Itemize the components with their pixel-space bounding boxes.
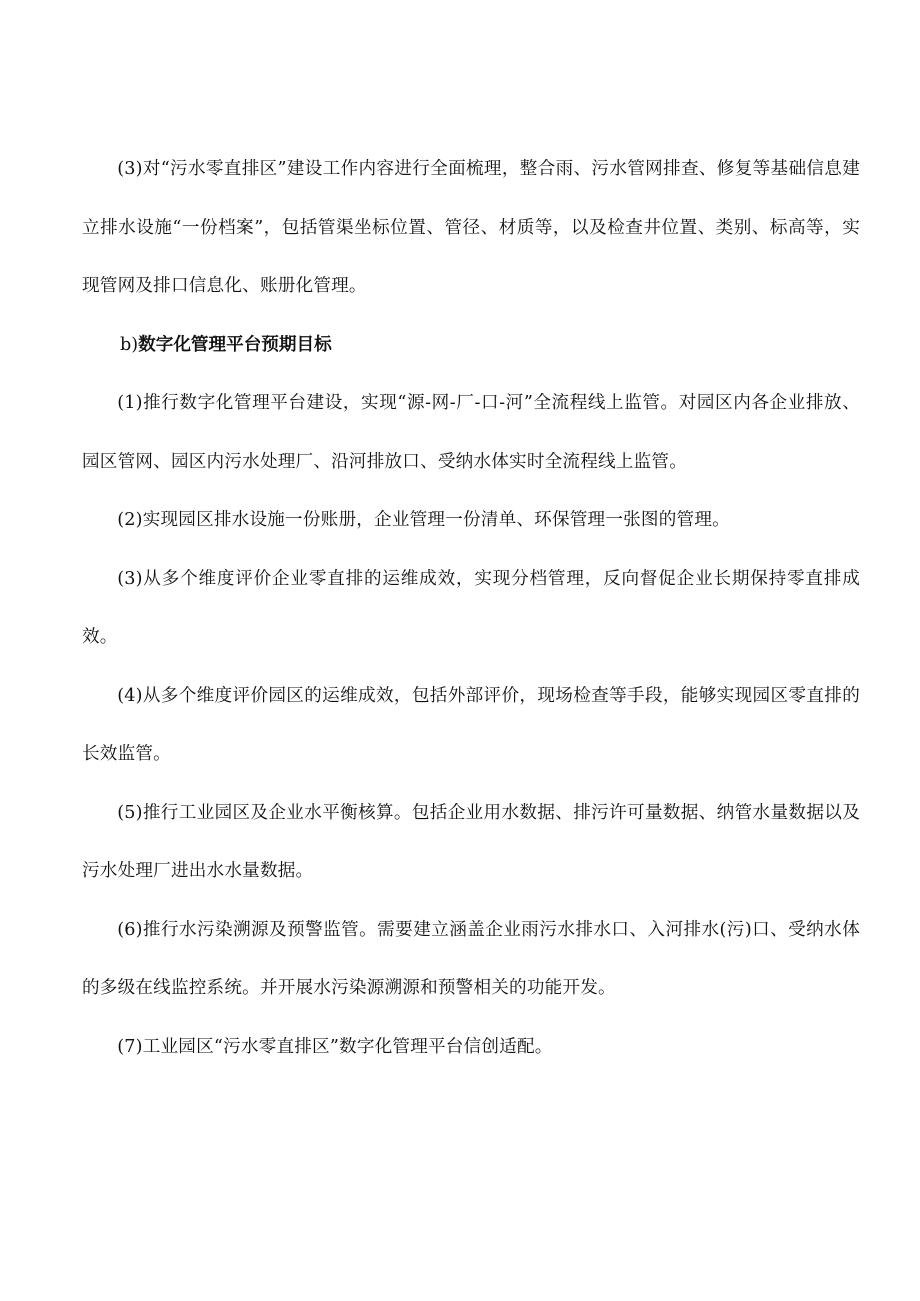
- list-item-7: (7)工业园区“污水零直排区”数字化管理平台信创适配。: [117, 1036, 553, 1057]
- section-heading: [82, 316, 860, 375]
- list-item-5: (5)推行工业园区及企业水平衡核算。包括企业用水数据、排污许可量数据、纳管水量数据以及污水处理厂进出水水量数据。: [82, 802, 860, 881]
- section-heading-title: 数字化管理平台预期目标: [138, 333, 332, 355]
- list-item-1: (1)推行数字化管理平台建设，实现“源-网-厂-口-河”全流程线上监管。对园区内各企业排放、园区管网、园区内污水处理厂、沿河排放口、受纳水体实时全流程线上监管。: [82, 393, 860, 472]
- section-heading-prefix: b): [120, 334, 139, 355]
- list-item-6: (6)推行水污染溯源及预警监管。需要建立涵盖企业雨污水排水口、入河排水(污)口、受纳水体的多级在线监控系统。并开展水污染源溯源和预警相关的功能开发。: [82, 919, 860, 998]
- list-item-2: (2)实现园区排水设施一份账册，企业管理一份清单、环保管理一张图的管理。: [117, 510, 730, 530]
- list-item-4: (4)从多个维度评价园区的运维成效，包括外部评价，现场检查等手段，能够实现园区零直排的长效监管。: [82, 685, 860, 764]
- intro-paragraph: (3)对“污水零直排区”建设工作内容进行全面梳理，整合雨、污水管网排查、修复等基础信息建立排水设施“一份档案”，包括管渠坐标位置、管径、材质等，以及检查井位置、类别、标高等，实现管网及排口信息化、账册化管理。: [82, 159, 860, 296]
- list-item-3: (3)从多个维度评价企业零直排的运维成效，实现分档管理，反向督促企业长期保持零直排成效。: [82, 568, 860, 647]
